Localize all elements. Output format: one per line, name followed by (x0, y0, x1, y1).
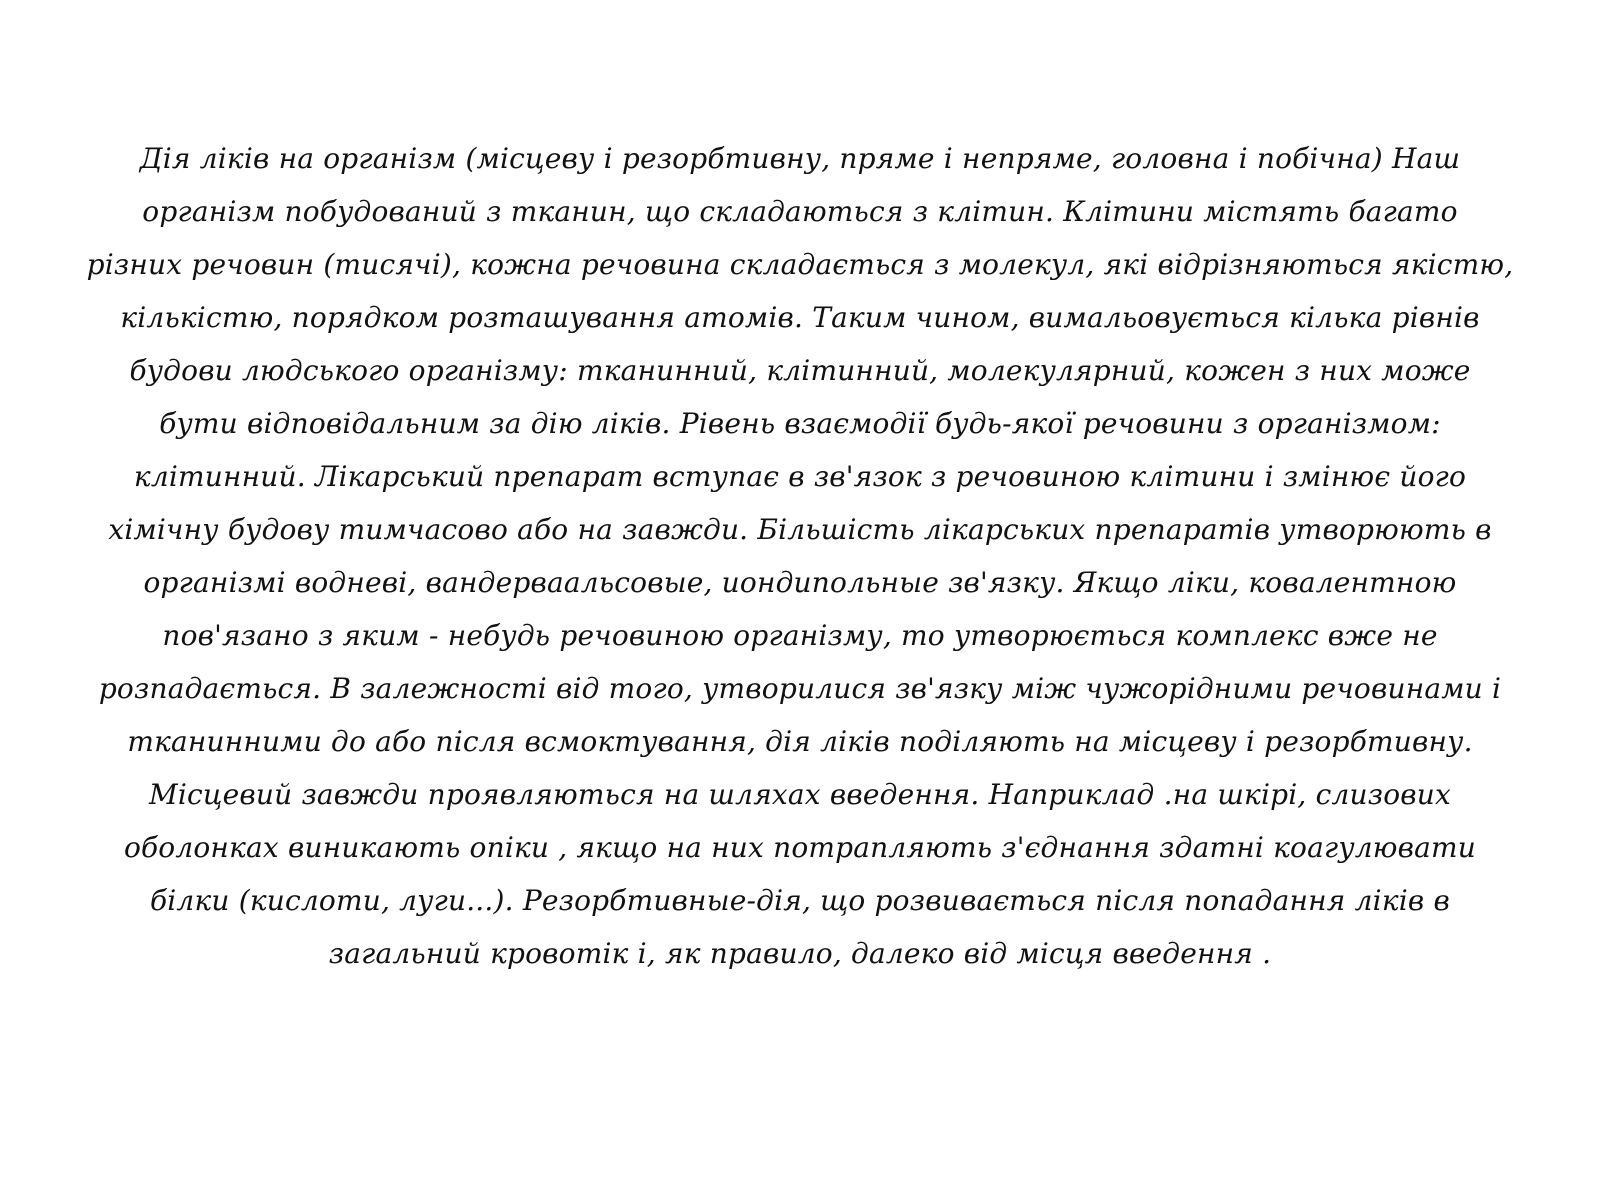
text-line: різних речовин (тисячі), кожна речовина складається з молекул, які відрізняються якістю, (86, 248, 1514, 281)
text-line: бути відповідальним за дію ліків. Рівень взаємодії будь-якої речовини з організмом: (159, 407, 1441, 440)
text-line: хімічну будову тимчасово або на завжди. Більшість лікарських препаратів утворюють в (108, 513, 1492, 546)
text-line: розпадається. В залежності від того, утворилися зв'язку між чужорідними речовинами і (98, 672, 1502, 705)
body-text (60, 132, 1540, 980)
text-line: клітинний. Лікарський препарат вступає в зв'язок з речовиною клітини і змінює його (133, 460, 1467, 493)
text-line: Дія ліків на організм (місцеву і резорбтивну, пряме і непряме, головна і побічна) Наш (139, 142, 1461, 175)
text-line: загальний кровотік і, як правило, далеко від місця введення . (328, 937, 1272, 970)
text-line: будови людського організму: тканинний, клітинний, молекулярний, кожен з них може (129, 354, 1471, 387)
text-line: білки (кислоти, луги...). Резорбтивные-дія, що розвивається після попадання ліків в (149, 884, 1451, 917)
text-line: організмі водневі, вандерваальсовые, иондипольные зв'язку. Якщо ліки, ковалентною (143, 566, 1457, 599)
text-line: тканинними до або після всмоктування, дія ліків поділяють на місцеву і резорбтивну. (127, 725, 1473, 758)
text-line: пов'язано з яким - небудь речовиною організму, то утворюється комплекс вже не (162, 619, 1438, 652)
text-line: кількістю, порядком розташування атомів. Таким чином, вимальовується кілька рівнів (120, 301, 1480, 334)
text-line: Місцевий завжди проявляються на шляхах введення. Наприклад .на шкірі, слизових (148, 778, 1452, 811)
text-line: оболонках виникають опіки , якщо на них потрапляють з'єднання здатні коагулювати (123, 831, 1477, 864)
text-line: організм побудований з тканин, що складаються з клітин. Клітини містять багато (142, 195, 1458, 228)
